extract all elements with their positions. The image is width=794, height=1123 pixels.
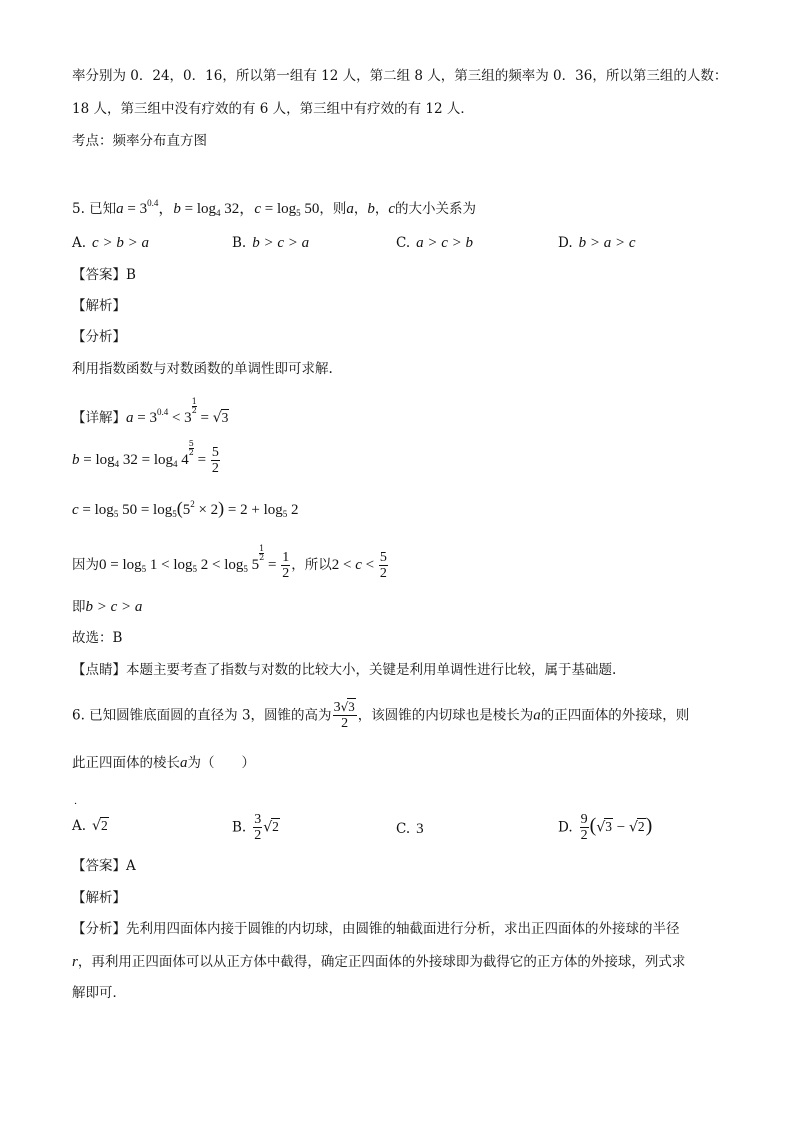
q5-conclusion: 即b > c > a (72, 599, 143, 615)
q5-option-a: A. c > b > a (72, 235, 149, 251)
q6-option-b: B. $\frac{3}{2}$ √2 (232, 812, 279, 844)
q6-option-a: A. √2 (72, 818, 108, 834)
q6-fenxi-line-3: 解即可． (72, 985, 126, 1001)
q5-choose: 故选：B (72, 630, 123, 646)
q5-detail-line-3: $c = \log_5 50 = \log_5(5^2 \times 2) = 2 + \log_5 2$ (72, 498, 299, 519)
q6-answer: 【答案】A (72, 858, 136, 874)
q6-analysis-tag: 【解析】 (72, 890, 126, 906)
q6-stem-line-1: 6. 已知圆锥底面圆的直径为 3，圆锥的高为 $\frac{3√3}{2}$ ，该圆锥的内切球也是棱长为a的正四面体的外接球，则 (72, 699, 690, 732)
q5-fenxi-tag: 【分析】 (72, 329, 126, 345)
stray-dot: ． (74, 796, 84, 807)
prev-line-1: 率分别为 0．24，0．16，所以第一组有 12 人，第二组 8 人，第三组的频率为 0．36，所以第三组的人数： (72, 68, 728, 84)
q5-detail-line-2: $b = \log_4 32 = \log_4 4$ $\frac{5}{2}$ = $\frac{5}{2}$ (72, 439, 219, 476)
q6-stem-line-2: 此正四面体的棱长a为（ ） (72, 755, 255, 771)
q5-analysis-tag: 【解析】 (72, 298, 126, 314)
q5-option-d: D. b > a > c (558, 235, 636, 251)
q5-fenxi-text: 利用指数函数与对数函数的单调性即可求解. (72, 361, 333, 377)
q5-answer: 【答案】B (72, 267, 136, 283)
q6-option-c: C. 3 (396, 821, 424, 837)
q6-option-d: D. $\frac{9}{2}$ (√3 − √2) (558, 812, 653, 844)
q5-prefix: 5. 已知 (72, 201, 117, 217)
q5-detail-line-4: 因为$0 = \log_5 1 < \log_5 2 < \log_5 5$ $\frac{1}{2}$ = $\frac{1}{2}$ ，所以2 < c < $\frac{5}{2}$ (72, 544, 387, 581)
q5-option-b: B. b > c > a (232, 235, 310, 251)
prev-line-2: 18 人，第三组中没有疗效的有 6 人，第三组中有疗效的有 12 人． (72, 101, 474, 117)
q5-stem: 5. 已知$a = 3^{0.4}$，$b = \log_4 32$，$c = \log_5 50$，则a，b，c的大小关系为 (72, 198, 477, 218)
q5-suffix: ，则 (319, 201, 347, 217)
q5-detail-line-1: 【详解】$a = 3^{0.4} < 3$ $\frac{1}{2}$ = √3 (72, 397, 229, 426)
q5-option-c: C. a > c > b (396, 235, 474, 251)
q5-tail: 的大小关系为 (395, 201, 477, 217)
q6-fenxi-line-2: r，再利用正四面体可以从正方体中截得，确定正四面体的外接球即为截得它的正方体的外接球，列式求 (72, 954, 686, 970)
q5-comment: 【点睛】本题主要考查了指数与对数的比较大小，关键是利用单调性进行比较，属于基础题. (72, 662, 617, 678)
exam-point: 考点：频率分布直方图 (72, 133, 207, 149)
q6-fenxi-line-1: 【分析】先利用四面体内接于圆锥的内切球，由圆锥的轴截面进行分析，求出正四面体的外接球的半径 (72, 921, 680, 937)
